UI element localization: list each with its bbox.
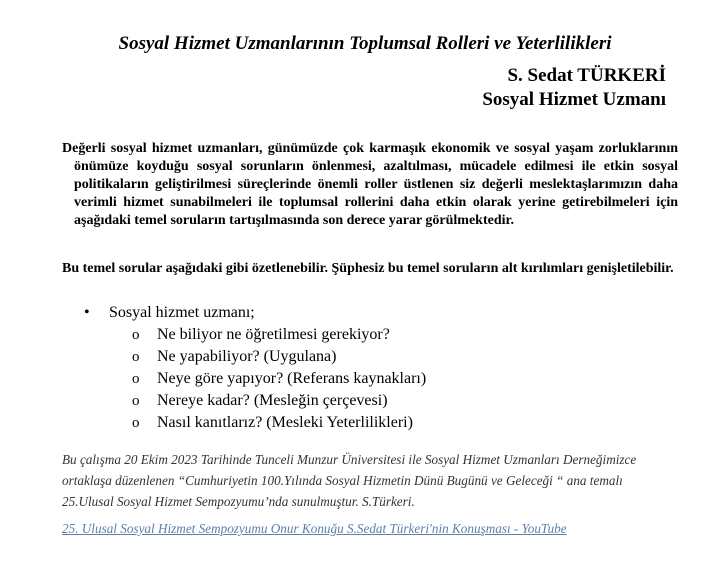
circle-bullet-icon: o <box>132 371 140 387</box>
list-item <box>132 390 426 412</box>
intro-paragraph: Değerli sosyal hizmet uzmanları, günümüzde çok karmaşık ekonomik ve sosyal yaşam zorluklarının önümüze koyduğu sosyal sorunların önlenmesi, azaltılması, mücadele edilmesi ile etkin sosyal politikaların geliştirilmesi süreçlerinde önemli roller üstlenen siz değerli meslektaşlarımızın daha verimli hizmet sunabilmeleri ile toplumsal rollerini daha etkin olarak yerine getirebilmeleri için aşağıdaki temel soruların tartışılmasında son derece yarar görülmektedir. <box>62 141 678 228</box>
author-name: S. Sedat TÜRKERİ <box>507 65 666 86</box>
circle-bullet-icon: o <box>132 415 140 431</box>
document-title: Sosyal Hizmet Uzmanlarının Toplumsal Rolleri ve Yeterlilikleri <box>118 33 612 54</box>
presentation-note: Bu çalışma 20 Ekim 2023 Tarihinde Tunceli Munzur Üniversitesi ile Sosyal Hizmet Uzmanları Derneğimizce ortaklaşa düzenlenen “Cumhuriyetin 100.Yılında Sosyal Hizmetin Dünü Bugünü ve Geleceği “ ana temalı 25.Ulusal Sosyal Hizmet Sempozyumu’nda sunulmuştur. S.Türkeri. <box>62 452 637 509</box>
youtube-link[interactable]: 25. Ulusal Sosyal Hizmet Sempozyumu Onur Konuğu S.Sedat Türkeri'nin Konuşması - YouTube <box>62 521 567 536</box>
list-item-text: Ne biliyor ne öğretilmesi gerekiyor? <box>157 326 390 343</box>
list-item-text: Ne yapabiliyor? (Uygulana) <box>157 348 337 365</box>
list-item <box>132 324 426 346</box>
bullet-item <box>84 303 255 323</box>
circle-bullet-icon: o <box>132 349 140 365</box>
circle-bullet-icon: o <box>132 327 140 343</box>
list-item-text: Neye göre yapıyor? (Referans kaynakları) <box>157 370 427 387</box>
list-item <box>132 412 426 434</box>
bullet-label: Sosyal hizmet uzmanı; <box>109 304 255 321</box>
list-item <box>132 346 426 368</box>
circle-bullet-icon: o <box>132 393 140 409</box>
question-list <box>132 324 426 434</box>
list-item-text: Nereye kadar? (Mesleğin çerçevesi) <box>157 392 388 409</box>
author-role: Sosyal Hizmet Uzmanı <box>482 89 666 110</box>
list-item <box>132 368 426 390</box>
summary-paragraph: Bu temel sorular aşağıdaki gibi özetlenebilir. Şüphesiz bu temel soruların alt kırılımları genişletilebilir. <box>62 261 674 276</box>
bullet-marker: • <box>84 304 90 321</box>
author-block <box>482 64 666 112</box>
list-item-text: Nasıl kanıtlarız? (Mesleki Yeterlilikleri) <box>157 414 413 431</box>
